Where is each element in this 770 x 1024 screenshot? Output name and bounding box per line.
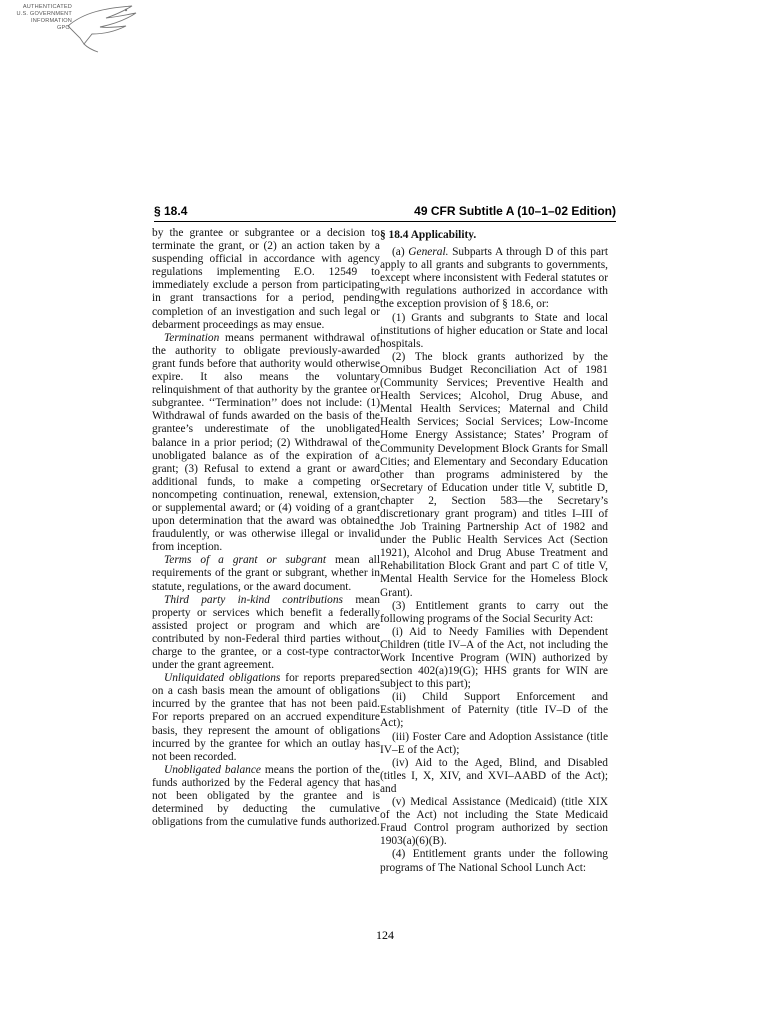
- paragraph: by the grantee or subgrantee or a decision to terminate the grant, or (2) an action taken by a suspending official in accordance with agency regulations implementing E.O. 12549 to immediately exclude a person from participating in grant transactions for a period, pending completion of an investigation and such legal or debarment proceedings as may ensue.: [152, 227, 380, 331]
- seal-line-4: GPO: [56, 25, 70, 31]
- definition-terms-of-grant: [152, 554, 380, 593]
- defined-term: Unliquidated obligations: [164, 672, 281, 685]
- paragraph-a-3: (3) Entitlement grants to carry out the following programs of the Social Security Act:: [380, 599, 608, 625]
- seal-text: [8, 4, 72, 32]
- paragraph-a-3-i: (i) Aid to Needy Families with Dependent Children (title IV–A of the Act, not including the Work Incentive Program (WIN) authorized by section 402(a)19(G); HHS grants for WIN are subject to this part);: [380, 625, 608, 691]
- definition-text: means the portion of the funds authorized by the Federal agency that has not been obligated by the grantee and is determined by deducting the cumulative obligations from the cumulative funds authorized.: [152, 763, 380, 829]
- definition-unliquidated-obligations: [152, 672, 380, 764]
- section-heading: § 18.4 Applicability.: [380, 229, 477, 241]
- paragraph-a-3-v: (v) Medical Assistance (Medicaid) (title XIX of the Act) not including the State Medicaid Fraud Control program authorized by section 1903(a)(6)(B).: [380, 796, 608, 848]
- definition-termination: [152, 332, 380, 555]
- paragraph-a-1: (1) Grants and subgrants to State and local institutions of higher education or State and local hospitals.: [380, 311, 608, 350]
- paragraph-heading: General.: [408, 246, 449, 259]
- paragraph-a-3-iii: (iii) Foster Care and Adoption Assistance (title IV–E of the Act);: [380, 730, 608, 756]
- seal-line-3: INFORMATION: [31, 18, 72, 24]
- defined-term: Third party in-kind contributions: [164, 593, 343, 606]
- paragraph-text: Subparts A through D of this part apply to all grants and subgrants to governments, except where inconsistent with Federal statutes or with regulations authorized in accordance with the exception provision of § 18.6, or:: [380, 246, 608, 311]
- seal-line-2: U.S. GOVERNMENT: [16, 11, 72, 17]
- left-column: [152, 227, 380, 829]
- definition-text: means permanent withdrawal of the authority to obligate previously-awarded grant funds before that authority would otherwise expire. It also means the voluntary relinquishment of that authority by the grantee or subgrantee. ‘‘Termination’’ does not include: (1) Withdrawal of funds awarded on the basis of the grantee’s underestimate of the unobligated balance in a prior period; (2) Withdrawal of the unobligated balance as of the expiration of a grant; (3) Refusal to extend a grant or award additional funds, to make a competing or noncompeting continuation, renewal, extension, or supplemental award; or (4) voiding of a grant upon determination that the award was obtained fraudulently, or was otherwise illegal or invalid from inception.: [152, 331, 380, 554]
- paragraph-a-3-iv: (iv) Aid to the Aged, Blind, and Disabled (titles I, X, XIV, and XVI–AABD of the Act); and: [380, 756, 608, 795]
- paragraph-a: [380, 246, 608, 311]
- header-rule: [154, 221, 616, 222]
- definition-unobligated-balance: [152, 764, 380, 829]
- right-column: [380, 227, 608, 875]
- running-head-title: 49 CFR Subtitle A (10–1–02 Edition): [414, 204, 616, 218]
- defined-term: Termination: [164, 331, 220, 344]
- gpo-authentication-seal: [8, 4, 148, 56]
- paragraph-a-3-ii: (ii) Child Support Enforcement and Establishment of Paternity (title IV–D of the Act);: [380, 691, 608, 730]
- definition-third-party-in-kind: [152, 594, 380, 673]
- paragraph-a-2: (2) The block grants authorized by the Omnibus Budget Reconciliation Act of 1981 (Community Services; Preventive Health and Health Services; Alcohol, Drug Abuse, and Mental Health Services; Maternal and Child Health Services; Social Services; Low-Income Home Energy Assistance; States’ Program of Community Development Block Grants for Small Cities; and Elementary and Secondary Education other than programs administered by the Secretary of Education under title V, subtitle D, chapter 2, Section 583—the Secretary’s discretionary grant program) and titles I–III of the Job Training Partnership Act of 1982 and under the Public Health Services Act (Section 1921), Alcohol and Drug Abuse Treatment and Rehabilitation Block Grant and part C of title V, Mental Health Service for the Homeless Block Grant).: [380, 350, 608, 599]
- definition-text: mean all requirements of the grant or subgrant, whether in statute, regulations, or the award document.: [152, 554, 380, 593]
- defined-term: Terms of a grant or subgrant: [164, 554, 327, 567]
- definition-text: for reports prepared on a cash basis mean the amount of obligations incurred by the grantee that has not been paid. For reports prepared on an accrued expenditure basis, they represent the amount of obligations incurred by the grantee for which an outlay has not been recorded.: [152, 672, 380, 763]
- paragraph-label: (a): [392, 246, 409, 259]
- page-number: 124: [376, 928, 394, 942]
- paragraph-a-4: (4) Entitlement grants under the following programs of The National School Lunch Act:: [380, 848, 608, 874]
- seal-line-1: AUTHENTICATED: [22, 4, 72, 10]
- running-head-section: § 18.4: [154, 204, 188, 218]
- eagle-icon: [66, 4, 144, 54]
- defined-term: Unobligated balance: [164, 763, 261, 776]
- definition-text: mean property or services which benefit a federally assisted project or program and which are contributed by non-Federal third parties without charge to the grantee, or a cost-type contractor under the grant agreement.: [152, 593, 380, 672]
